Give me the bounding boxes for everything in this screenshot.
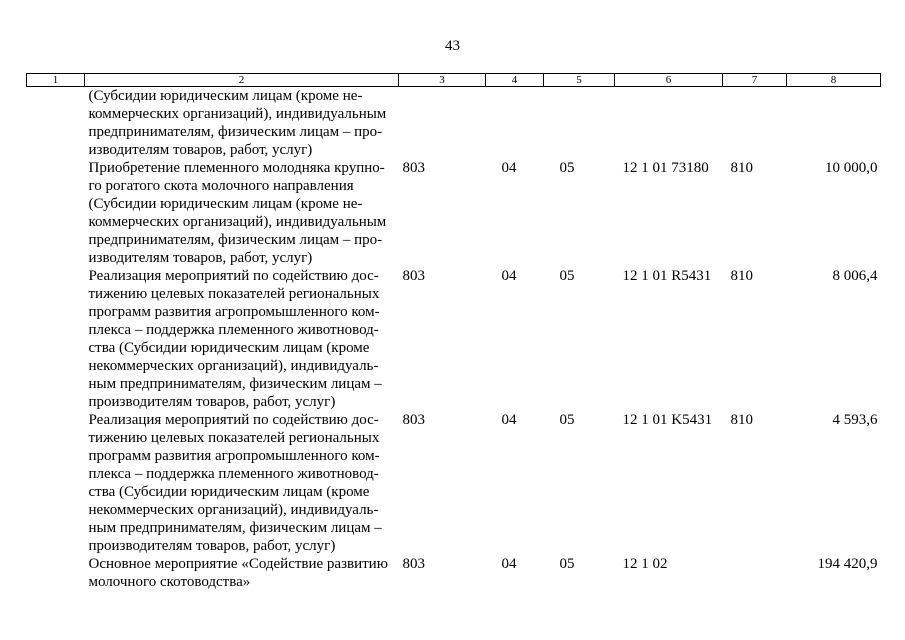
description-line: программ развития агропромышленного ком- — [88, 304, 380, 320]
header-col-3: 3 — [399, 74, 486, 87]
description-line: го рогатого скота молочного направления — [88, 178, 354, 194]
target-article-cell: 12 1 01 R5431 — [622, 268, 712, 284]
expense-type-cell: 810 — [730, 268, 753, 284]
description-line: некоммерческих организаций), индивидуаль- — [88, 502, 379, 518]
description-line: ным предпринимателям, физическим лицам – — [88, 376, 382, 392]
row-number-cell — [27, 411, 85, 555]
description-line: плекса – поддержка племенного животновод- — [88, 322, 379, 338]
description-line: производителям товаров, работ, услуг) — [88, 538, 336, 554]
budget-table — [26, 73, 881, 591]
amount-cell: 8 006,4 — [832, 268, 878, 284]
description-line: коммерческих организаций), индивидуальным — [88, 214, 387, 230]
table-body — [27, 87, 881, 592]
description-line: Реализация мероприятий по содействию дос- — [88, 412, 379, 428]
target-article-cell: 12 1 02 — [622, 556, 668, 572]
table-row — [27, 411, 881, 555]
description-line: тижению целевых показателей региональных — [88, 286, 380, 302]
expense-type-cell — [723, 87, 787, 160]
description-line: тижению целевых показателей региональных — [88, 430, 380, 446]
table-row — [27, 555, 881, 591]
section-cell: 04 — [501, 268, 517, 284]
description-line: изводителям товаров, работ, услуг) — [88, 250, 313, 266]
expense-type-cell: 810 — [730, 412, 753, 428]
description-line: предпринимателям, физическим лицам – про- — [88, 232, 383, 248]
target-article-cell — [615, 87, 723, 160]
description-line: плекса – поддержка племенного животновод- — [88, 466, 379, 482]
section-cell: 04 — [501, 160, 517, 176]
row-number-cell — [27, 159, 85, 267]
row-number-cell — [27, 87, 85, 160]
amount-cell: 194 420,9 — [817, 556, 878, 572]
subsection-cell: 05 — [559, 556, 575, 572]
subsection-cell: 05 — [559, 412, 575, 428]
description-line: Основное мероприятие «Содействие развитию — [88, 556, 388, 572]
description-line: ства (Субсидии юридическим лицам (кроме — [88, 484, 370, 500]
description-line: некоммерческих организаций), индивидуаль- — [88, 358, 379, 374]
grbs-cell — [399, 87, 486, 160]
table-row — [27, 87, 881, 160]
header-col-6: 6 — [615, 74, 723, 87]
description-cell — [85, 411, 399, 555]
description-line: (Субсидии юридическим лицам (кроме не- — [88, 196, 363, 212]
grbs-cell: 803 — [402, 160, 425, 176]
subsection-cell: 05 — [559, 268, 575, 284]
target-article-cell: 12 1 01 73180 — [622, 160, 709, 176]
subsection-cell: 05 — [559, 160, 575, 176]
expense-type-cell: 810 — [730, 160, 753, 176]
target-article-cell: 12 1 01 K5431 — [622, 412, 713, 428]
description-line: коммерческих организаций), индивидуальным — [88, 106, 387, 122]
amount-cell: 4 593,6 — [832, 412, 878, 428]
section-cell: 04 — [501, 556, 517, 572]
header-col-4: 4 — [486, 74, 544, 87]
description-line: Приобретение племенного молодняка крупно- — [88, 160, 385, 176]
header-col-5: 5 — [544, 74, 615, 87]
page-number: 43 — [445, 38, 460, 54]
header-col-7: 7 — [723, 74, 787, 87]
header-col-8: 8 — [787, 74, 881, 87]
amount-cell: 10 000,0 — [825, 160, 878, 176]
amount-cell — [787, 87, 881, 160]
description-cell — [85, 87, 399, 160]
expense-type-cell — [723, 555, 787, 591]
description-cell — [85, 555, 399, 591]
description-line: производителям товаров, работ, услуг) — [88, 394, 336, 410]
grbs-cell: 803 — [402, 412, 425, 428]
section-cell: 04 — [501, 412, 517, 428]
row-number-cell — [27, 267, 85, 411]
subsection-cell — [544, 87, 615, 160]
description-line: предпринимателям, физическим лицам – про- — [88, 124, 383, 140]
description-line: Реализация мероприятий по содействию дос- — [88, 268, 379, 284]
description-cell — [85, 159, 399, 267]
description-line: молочного скотоводства» — [88, 574, 251, 590]
table-row — [27, 159, 881, 267]
row-number-cell — [27, 555, 85, 591]
table-header — [27, 74, 881, 87]
grbs-cell: 803 — [402, 556, 425, 572]
header-row — [27, 74, 881, 87]
description-line: ным предпринимателям, физическим лицам – — [88, 520, 382, 536]
section-cell — [486, 87, 544, 160]
table-row — [27, 267, 881, 411]
description-line: программ развития агропромышленного ком- — [88, 448, 380, 464]
header-col-2: 2 — [85, 74, 399, 87]
description-cell — [85, 267, 399, 411]
description-line: изводителям товаров, работ, услуг) — [88, 142, 313, 158]
header-col-1: 1 — [27, 74, 85, 87]
description-line: (Субсидии юридическим лицам (кроме не- — [88, 88, 363, 104]
grbs-cell: 803 — [402, 268, 425, 284]
description-line: ства (Субсидии юридическим лицам (кроме — [88, 340, 370, 356]
